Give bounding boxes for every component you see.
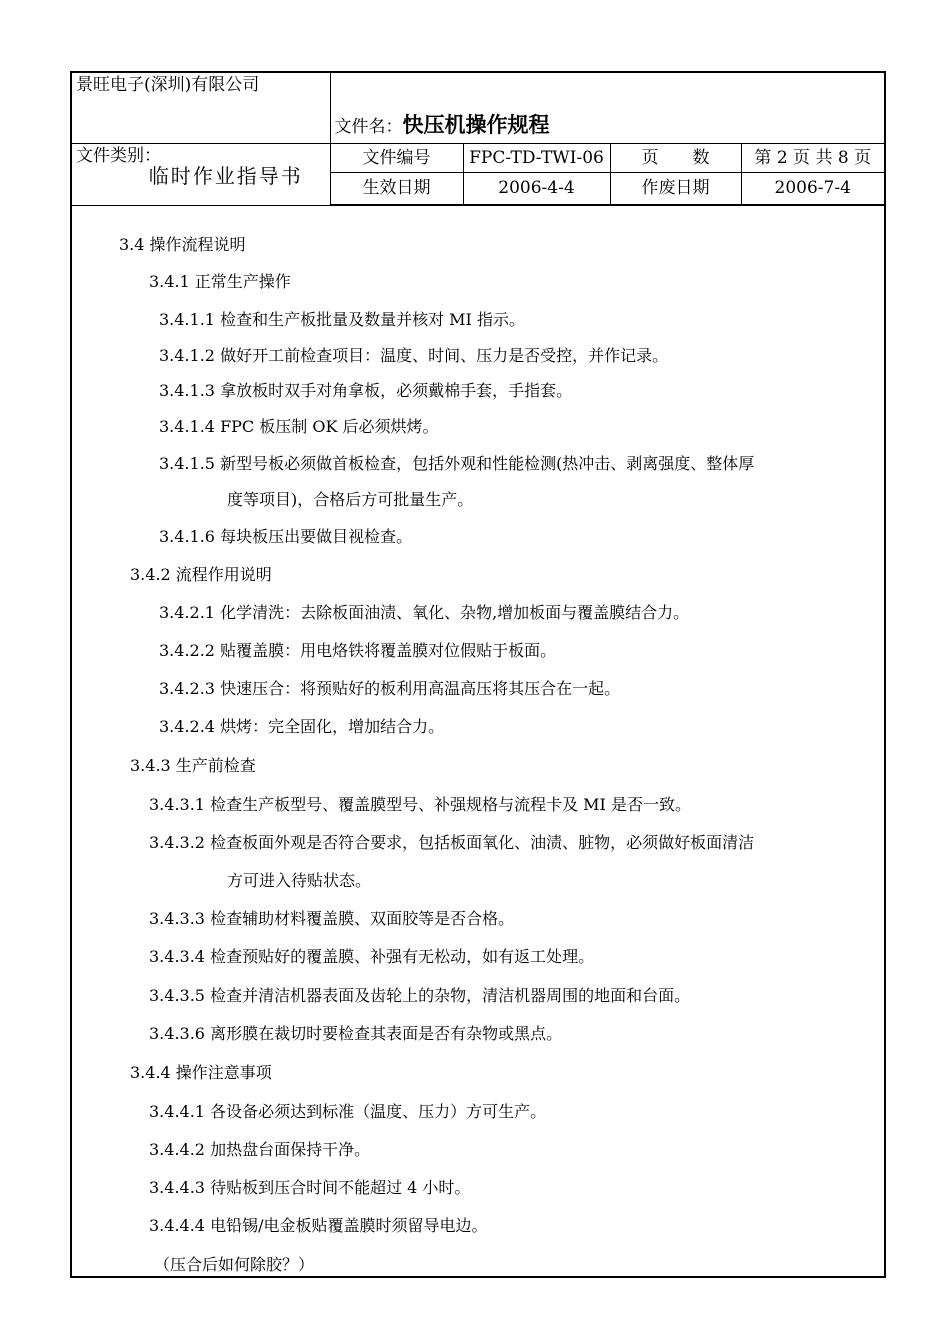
procedure-item: 3.4.1.6 每块板压出要做目视检查。 bbox=[159, 527, 413, 546]
expiry-date-value: 2006-7-4 bbox=[741, 172, 884, 205]
document-category-cell bbox=[72, 143, 330, 205]
subsection-heading: 3.4.2 流程作用说明 bbox=[130, 565, 272, 584]
procedure-item-continued: 方可进入待贴状态。 bbox=[227, 871, 372, 890]
procedure-item: 3.4.1.2 做好开工前检查项目：温度、时间、压力是否受控，并作记录。 bbox=[159, 346, 669, 365]
document-name-label: 文件名： bbox=[334, 116, 403, 137]
procedure-item: 3.4.1.4 FPC 板压制 OK 后必须烘烤。 bbox=[159, 417, 439, 436]
section-heading: 3.4 操作流程说明 bbox=[119, 235, 246, 254]
document-header-table bbox=[72, 73, 884, 206]
document-number-value: FPC-TD-TWI-06 bbox=[463, 143, 610, 172]
document-number-label: 文件编号 bbox=[330, 143, 463, 172]
page-count-value: 第 2 页 共 8 页 bbox=[741, 143, 884, 172]
procedure-item: 3.4.4.3 待贴板到压合时间不能超过 4 小时。 bbox=[149, 1178, 471, 1197]
procedure-item: 3.4.1.5 新型号板必须做首板检查，包括外观和性能检测(热冲击、剥离强度、整体厚 bbox=[159, 454, 755, 473]
procedure-item: 3.4.2.1 化学清洗：去除板面油渍、氧化、杂物,增加板面与覆盖膜结合力。 bbox=[159, 603, 690, 622]
procedure-item: 3.4.3.2 检查板面外观是否符合要求，包括板面氧化、油渍、脏物，必须做好板面清洁 bbox=[149, 833, 755, 852]
effective-date-value: 2006-4-4 bbox=[463, 172, 610, 205]
document-title: 快压机操作规程 bbox=[402, 112, 550, 137]
document-category-value: 临时作业指导书 bbox=[148, 163, 303, 188]
procedure-item: 3.4.2.2 贴覆盖膜：用电烙铁将覆盖膜对位假贴于板面。 bbox=[159, 641, 557, 660]
procedure-item: 3.4.3.5 检查并清洁机器表面及齿轮上的杂物，清洁机器周围的地面和台面。 bbox=[149, 986, 691, 1005]
document-frame bbox=[70, 71, 886, 1278]
subsection-heading: 3.4.1 正常生产操作 bbox=[149, 272, 291, 291]
subsection-heading: 3.4.3 生产前检查 bbox=[130, 756, 256, 775]
procedure-item-continued: 度等项目)，合格后方可批量生产。 bbox=[227, 490, 474, 509]
procedure-item: 3.4.1.3 拿放板时双手对角拿板，必须戴棉手套，手指套。 bbox=[159, 381, 573, 400]
procedure-item: 3.4.2.3 快速压合：将预贴好的板利用高温高压将其压合在一起。 bbox=[159, 679, 621, 698]
procedure-item: 3.4.4.1 各设备必须达到标准（温度、压力）方可生产。 bbox=[149, 1102, 547, 1121]
expiry-date-label: 作废日期 bbox=[610, 172, 741, 205]
procedure-item: 3.4.3.3 检查辅助材料覆盖膜、双面胶等是否合格。 bbox=[149, 909, 515, 928]
procedure-item: 3.4.4.2 加热盘台面保持干净。 bbox=[149, 1140, 371, 1159]
procedure-item: 3.4.3.4 检查预贴好的覆盖膜、补强有无松动，如有返工处理。 bbox=[149, 947, 595, 966]
effective-date-label: 生效日期 bbox=[330, 172, 463, 205]
page-count-label: 页 数 bbox=[610, 143, 741, 172]
procedure-item: 3.4.3.1 检查生产板型号、覆盖膜型号、补强规格与流程卡及 MI 是否一致。 bbox=[149, 795, 691, 814]
procedure-item: 3.4.1.1 检查和生产板批量及数量并核对 MI 指示。 bbox=[159, 310, 525, 329]
procedure-item: 3.4.3.6 离形膜在裁切时要检查其表面是否有杂物或黑点。 bbox=[149, 1024, 563, 1043]
subsection-heading: 3.4.4 操作注意事项 bbox=[130, 1063, 272, 1082]
procedure-item: 3.4.4.4 电铅锡/电金板贴覆盖膜时须留导电边。 bbox=[149, 1216, 488, 1235]
question-note: （压合后如何除胶？） bbox=[154, 1255, 315, 1274]
document-category-label: 文件类别： bbox=[76, 145, 161, 166]
company-name: 景旺电子(深圳)有限公司 bbox=[72, 73, 330, 143]
procedure-item: 3.4.2.4 烘烤：完全固化，增加结合力。 bbox=[159, 717, 445, 736]
document-name-cell bbox=[330, 73, 884, 143]
